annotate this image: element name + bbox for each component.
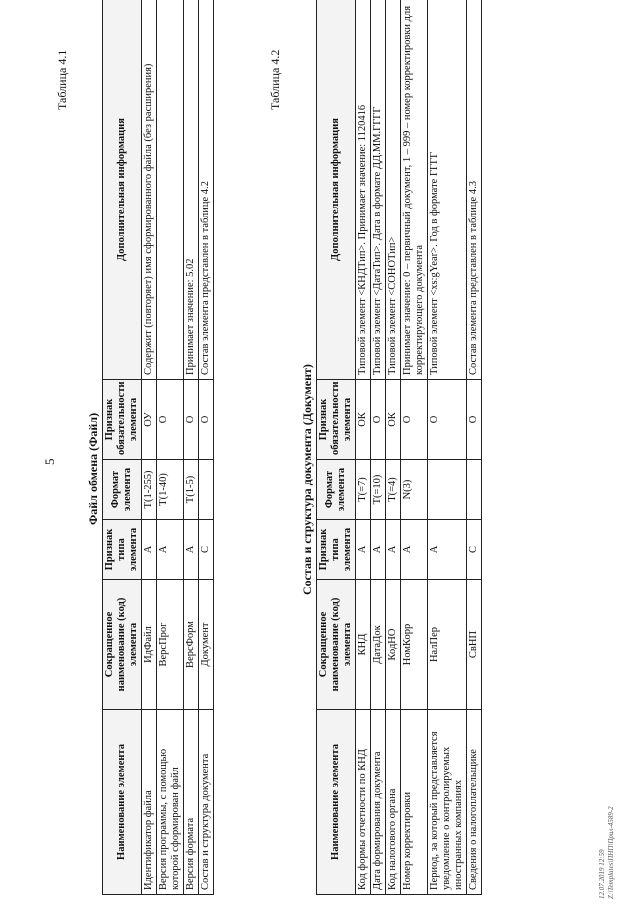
- cell: КНД: [356, 580, 371, 710]
- cell: Код налогового органа: [386, 710, 401, 895]
- t1-h0: Наименование элемента: [103, 710, 142, 895]
- cell: С: [199, 520, 214, 580]
- cell: А: [401, 520, 428, 580]
- cell: А: [356, 520, 371, 580]
- cell: А: [386, 520, 401, 580]
- cell: А: [428, 520, 467, 580]
- t2-h2: Признак типа элемента: [317, 520, 356, 580]
- footer-path: Z:\Templates\ПНП\Прил-4589-2: [607, 806, 615, 899]
- footer-stamp: [598, 806, 616, 899]
- cell: О: [401, 380, 428, 460]
- cell: Номер корректировки: [401, 710, 428, 895]
- cell: ДатаДок: [371, 580, 386, 710]
- table-row: [386, 0, 401, 895]
- cell: Типовой элемент <xs:gYear>. Год в формате ГГГГ: [428, 0, 467, 380]
- table-row: [371, 0, 386, 895]
- t1-h1: Сокращенное наименование (код) элемента: [103, 580, 142, 710]
- cell: T(1-5): [184, 460, 199, 520]
- cell: КодНО: [386, 580, 401, 710]
- cell: О: [428, 380, 467, 460]
- cell: ОК: [356, 380, 371, 460]
- cell: О: [467, 380, 482, 460]
- cell: Дата формирования документа: [371, 710, 386, 895]
- cell: Код формы отчетности по КНД: [356, 710, 371, 895]
- cell: T(=4): [386, 460, 401, 520]
- cell: [467, 460, 482, 520]
- cell: Типовой элемент <ДатаТип>. Дата в формате ДД.ММ.ГГГГ: [371, 0, 386, 380]
- cell: Состав элемента представлен в таблице 4.2: [199, 0, 214, 380]
- cell: Сведения о налогоплательщике: [467, 710, 482, 895]
- cell: НалПер: [428, 580, 467, 710]
- cell: ВерсПрог: [157, 580, 184, 710]
- cell: А: [371, 520, 386, 580]
- t2-h5: Дополнительная информация: [317, 0, 356, 380]
- cell: [428, 460, 467, 520]
- cell: T(=10): [371, 460, 386, 520]
- cell: Состав и структура документа: [199, 710, 214, 895]
- cell: Принимает значение: 5.02: [184, 0, 199, 380]
- cell: Содержит (повторяет) имя сформированного файла (без расширения): [142, 0, 157, 380]
- t1-h4: Признак обязательности элемента: [103, 380, 142, 460]
- cell: Типовой элемент <КНДТип>. Принимает значение: 1120416: [356, 0, 371, 380]
- cell: О: [199, 380, 214, 460]
- cell: А: [157, 520, 184, 580]
- table-row: [199, 0, 214, 895]
- cell: О: [371, 380, 386, 460]
- cell: Версия программы, с помощью которой сформирован файл: [157, 710, 184, 895]
- cell: НомКорр: [401, 580, 428, 710]
- cell: [157, 0, 184, 380]
- t1-h2: Признак типа элемента: [103, 520, 142, 580]
- table-document-structure: [316, 0, 482, 895]
- t2-h4: Признак обязательности элемента: [317, 380, 356, 460]
- footer-date: 12.07.2019 12:59: [598, 849, 606, 899]
- cell: СвНП: [467, 580, 482, 710]
- t1-h3: Формат элемента: [103, 460, 142, 520]
- table-file-exchange: [102, 0, 214, 895]
- table-row: [356, 0, 371, 895]
- table1-title: Файл обмена (Файл): [86, 412, 100, 525]
- table-row: [157, 0, 184, 895]
- table1-header: [103, 0, 142, 895]
- cell: ОК: [386, 380, 401, 460]
- table2-title: Состав и структура документа (Документ): [300, 364, 314, 595]
- cell: T(1-255): [142, 460, 157, 520]
- cell: ВерсФорм: [184, 580, 199, 710]
- table-row: [142, 0, 157, 895]
- cell: А: [184, 520, 199, 580]
- cell: Состав элемента представлен в таблице 4.3: [467, 0, 482, 380]
- cell: T(=7): [356, 460, 371, 520]
- cell: ИдФайл: [142, 580, 157, 710]
- cell: О: [184, 380, 199, 460]
- cell: Типовой элемент <СОНОТип>: [386, 0, 401, 380]
- t2-h3: Формат элемента: [317, 460, 356, 520]
- cell: Идентификатор файла: [142, 710, 157, 895]
- cell: Период, за который представляется уведомление о контролируемых иностранных компаниях: [428, 710, 467, 895]
- page-number: 5: [42, 458, 57, 465]
- cell: С: [467, 520, 482, 580]
- table-row: [428, 0, 467, 895]
- t1-h5: Дополнительная информация: [103, 0, 142, 380]
- table1-label: Таблица 4.1: [55, 49, 69, 110]
- cell: T(1-40): [157, 460, 184, 520]
- cell: Принимает значение: 0 – первичный документ, 1 – 999 – номер корректировки для корректирующего документа: [401, 0, 428, 380]
- table-row: [467, 0, 482, 895]
- table2-header: [317, 0, 356, 895]
- cell: N(3): [401, 460, 428, 520]
- table-row: [184, 0, 199, 895]
- cell: Документ: [199, 580, 214, 710]
- cell: ОУ: [142, 380, 157, 460]
- t2-h1: Сокращенное наименование (код) элемента: [317, 580, 356, 710]
- cell: А: [142, 520, 157, 580]
- table2-label: Таблица 4.2: [268, 49, 282, 110]
- cell: О: [157, 380, 184, 460]
- table-row: [401, 0, 428, 895]
- cell: Версия формата: [184, 710, 199, 895]
- cell: [199, 460, 214, 520]
- t2-h0: Наименование элемента: [317, 710, 356, 895]
